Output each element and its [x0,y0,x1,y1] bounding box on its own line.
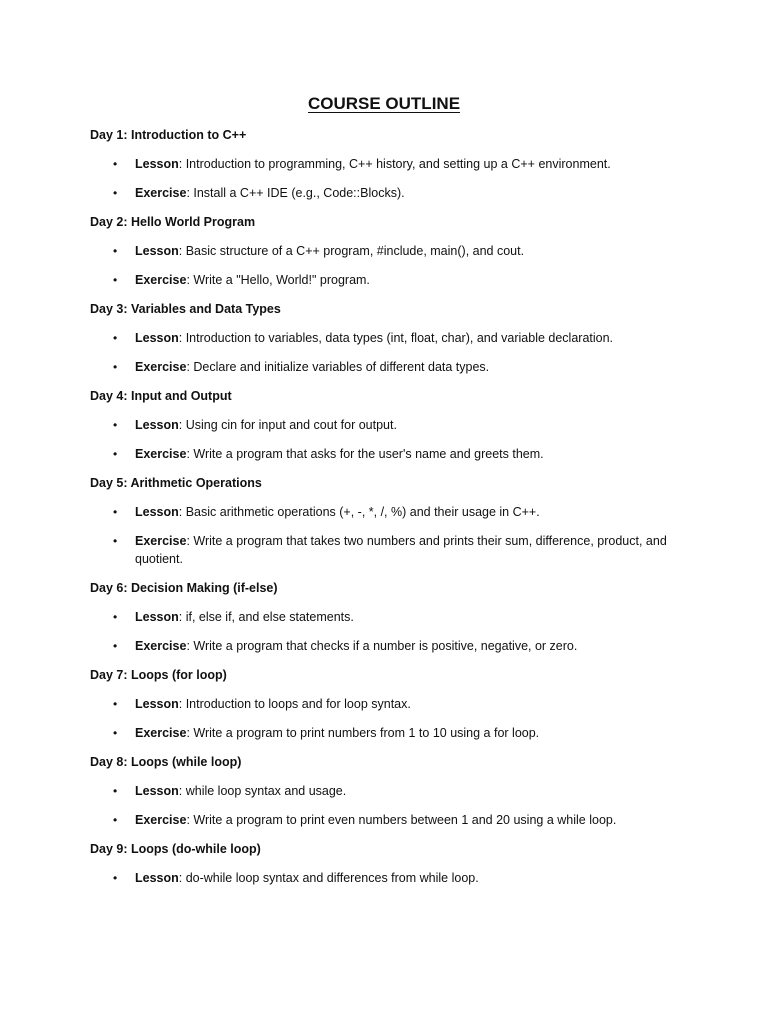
item-kind: Exercise [135,447,187,461]
bullet-icon: • [113,871,118,885]
list-item [90,329,685,347]
day-item-list [90,416,688,463]
list-item [90,445,685,463]
list-item [90,695,685,713]
list-item [90,155,685,173]
item-text: : if, else if, and else statements. [178,610,354,624]
list-item [90,532,685,568]
day-item-list [90,608,688,655]
list-item [90,869,685,887]
day-section [90,666,688,742]
list-item [90,416,685,434]
bullet-icon: • [113,726,118,740]
day-item-list [90,695,688,742]
item-text: : Using cin for input and cout for output. [178,418,397,432]
bullet-icon: • [113,447,118,461]
day-heading: Day 3: Variables and Data Types [90,302,281,316]
item-text: : Write a program that checks if a number is positive, negative, or zero. [186,639,578,653]
list-item [90,637,685,655]
list-item [90,358,685,376]
item-text: : Basic arithmetic operations (+, -, *, /, %) and their usage in C++. [178,505,540,519]
item-kind: Exercise [135,273,187,287]
day-section [90,753,688,829]
list-item [90,242,685,260]
day-section [90,213,688,289]
page-title: COURSE OUTLINE [307,94,461,113]
item-kind: Lesson [135,784,179,798]
day-item-list [90,155,688,202]
day-section [90,474,688,568]
item-text: : Write a program that takes two numbers and prints their sum, difference, product, and quotient. [135,534,667,566]
item-kind: Lesson [135,418,179,432]
bullet-icon: • [113,244,118,258]
item-text: : Write a program that asks for the user's name and greets them. [186,447,544,461]
item-kind: Lesson [135,157,179,171]
day-heading: Day 1: Introduction to C++ [90,128,247,142]
list-item [90,608,685,626]
bullet-icon: • [113,534,118,548]
item-kind: Exercise [135,639,187,653]
item-text: : Write a program to print numbers from 1 to 10 using a for loop. [186,726,540,740]
item-text: : Introduction to variables, data types (int, float, char), and variable declaration. [178,331,614,345]
item-text: : Declare and initialize variables of different data types. [186,360,490,374]
day-heading: Day 5: Arithmetic Operations [90,476,262,490]
item-kind: Lesson [135,331,179,345]
bullet-icon: • [113,639,118,653]
item-kind: Exercise [135,813,187,827]
bullet-icon: • [113,331,118,345]
list-item [90,724,685,742]
item-kind: Exercise [135,726,187,740]
item-kind: Exercise [135,360,187,374]
day-item-list [90,242,688,289]
bullet-icon: • [113,697,118,711]
day-item-list [90,869,688,887]
item-kind: Exercise [135,186,187,200]
item-kind: Exercise [135,534,187,548]
item-kind: Lesson [135,505,179,519]
bullet-icon: • [113,813,118,827]
day-heading: Day 6: Decision Making (if-else) [90,581,278,595]
day-heading: Day 2: Hello World Program [90,215,256,229]
day-section [90,579,688,655]
item-text: : do-while loop syntax and differences from while loop. [178,871,479,885]
list-item [90,782,685,800]
list-item [90,271,685,289]
bullet-icon: • [113,505,118,519]
bullet-icon: • [113,186,118,200]
day-heading: Day 8: Loops (while loop) [90,755,242,769]
day-section [90,387,688,463]
day-heading: Day 4: Input and Output [90,389,232,403]
bullet-icon: • [113,157,118,171]
item-kind: Lesson [135,244,179,258]
day-section [90,126,688,202]
bullet-icon: • [113,610,118,624]
item-text: : Basic structure of a C++ program, #include, main(), and cout. [178,244,525,258]
list-item [90,184,685,202]
bullet-icon: • [113,273,118,287]
item-kind: Lesson [135,610,179,624]
list-item [90,503,685,521]
item-text: : Introduction to loops and for loop syntax. [178,697,411,711]
day-item-list [90,782,688,829]
item-text: : Install a C++ IDE (e.g., Code::Blocks). [186,186,405,200]
day-section [90,300,688,376]
item-text: : Write a program to print even numbers between 1 and 20 using a while loop. [186,813,617,827]
day-item-list [90,329,688,376]
item-text: : Write a "Hello, World!" program. [186,273,370,287]
bullet-icon: • [113,418,118,432]
list-item [90,811,685,829]
bullet-icon: • [113,360,118,374]
bullet-icon: • [113,784,118,798]
item-kind: Lesson [135,871,179,885]
item-kind: Lesson [135,697,179,711]
item-text: : Introduction to programming, C++ history, and setting up a C++ environment. [178,157,611,171]
day-section [90,840,688,887]
item-text: : while loop syntax and usage. [178,784,347,798]
day-heading: Day 7: Loops (for loop) [90,668,227,682]
day-item-list [90,503,688,568]
day-heading: Day 9: Loops (do-while loop) [90,842,261,856]
